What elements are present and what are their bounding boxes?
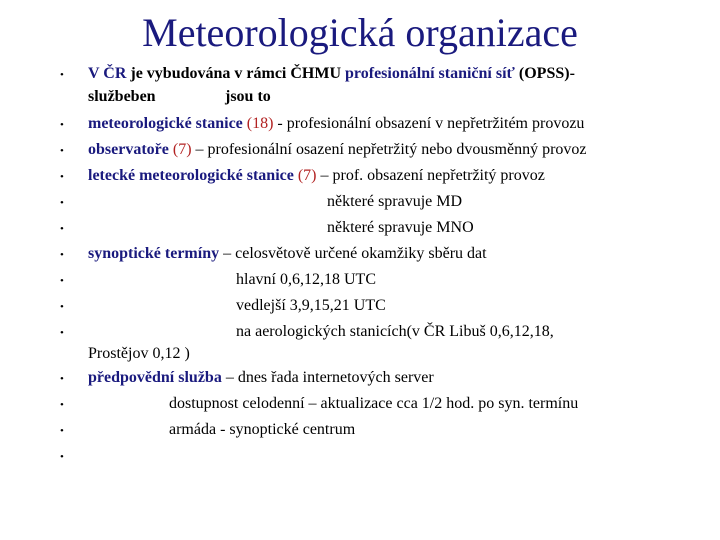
aviation-stations-count: (7) [293, 167, 317, 184]
forecast-service-desc: – dnes řada internetových server [221, 369, 434, 386]
synoptic-terms-line [88, 244, 487, 264]
aerological-terms-continuation: Prostějov 0,12 ) [88, 345, 190, 362]
bullet-icon: • [60, 425, 64, 437]
slide-title: Meteorologická organizace [142, 10, 578, 55]
observatories-desc: – profesionální osazení nepřetržitý nebo dvousměnný provoz [191, 141, 587, 158]
forecast-service-line [88, 368, 434, 388]
bullet-icon: • [60, 301, 64, 313]
bullet-icon: • [60, 275, 64, 287]
army-line: armáda - synoptické centrum [169, 421, 356, 438]
opss-intro-line [88, 64, 575, 84]
bullet-icon: • [60, 327, 64, 339]
meteo-stations-label: meteorologické stanice [88, 115, 243, 132]
observatories-count: (7) [168, 141, 192, 158]
synoptic-terms-desc: – celosvětově určené okamžiky sběru dat [219, 245, 487, 262]
synoptic-terms-label: synoptické termíny [88, 245, 220, 262]
meteo-stations-count: (18) [246, 115, 274, 132]
bullet-icon: • [60, 249, 64, 261]
aviation-stations-line [88, 166, 545, 186]
bullet-icon: • [60, 145, 64, 157]
bullet-icon: • [60, 197, 64, 209]
meteo-stations-desc: - profesionální obsazení v nepřetržitém provozu [273, 115, 585, 132]
aviation-stations-desc: – prof. obsazení nepřetržitý provoz [316, 167, 545, 184]
opss-word: službeben [88, 88, 156, 105]
secondary-terms-line: vedlejší 3,9,15,21 UTC [236, 297, 386, 314]
opss-highlight: profesionální staniční síť [345, 65, 515, 82]
opss-intro-continuation [88, 87, 271, 107]
bullet-icon: • [60, 399, 64, 411]
bullet-icon: • [60, 69, 64, 81]
opss-text: je vybudována v rámci ČHMU [126, 65, 346, 82]
main-terms-line: hlavní 0,6,12,18 UTC [236, 271, 376, 288]
md-line: některé spravuje MD [327, 193, 463, 210]
availability-line: dostupnost celodenní – aktualizace cca 1/2 hod. po syn. termínu [169, 395, 579, 412]
cr-label: V ČR [88, 65, 127, 82]
opss-jsou-to: jsou to [225, 88, 271, 105]
bullet-icon: • [60, 373, 64, 385]
forecast-service-label: předpovědní služba [88, 369, 222, 386]
aerological-terms-line: na aerologických stanicích(v ČR Libuš 0,6,12,18, [236, 323, 554, 340]
observatories-line [88, 140, 587, 160]
observatories-label: observatoře [88, 141, 169, 158]
bullet-icon: • [60, 451, 64, 463]
bullet-icon: • [60, 223, 64, 235]
meteo-stations-line [88, 114, 584, 134]
bullet-icon: • [60, 171, 64, 183]
mno-line: některé spravuje MNO [327, 219, 474, 236]
bullet-icon: • [60, 119, 64, 131]
aviation-stations-label: letecké meteorologické stanice [88, 167, 294, 184]
opss-abbrev: (OPSS)- [514, 65, 575, 82]
